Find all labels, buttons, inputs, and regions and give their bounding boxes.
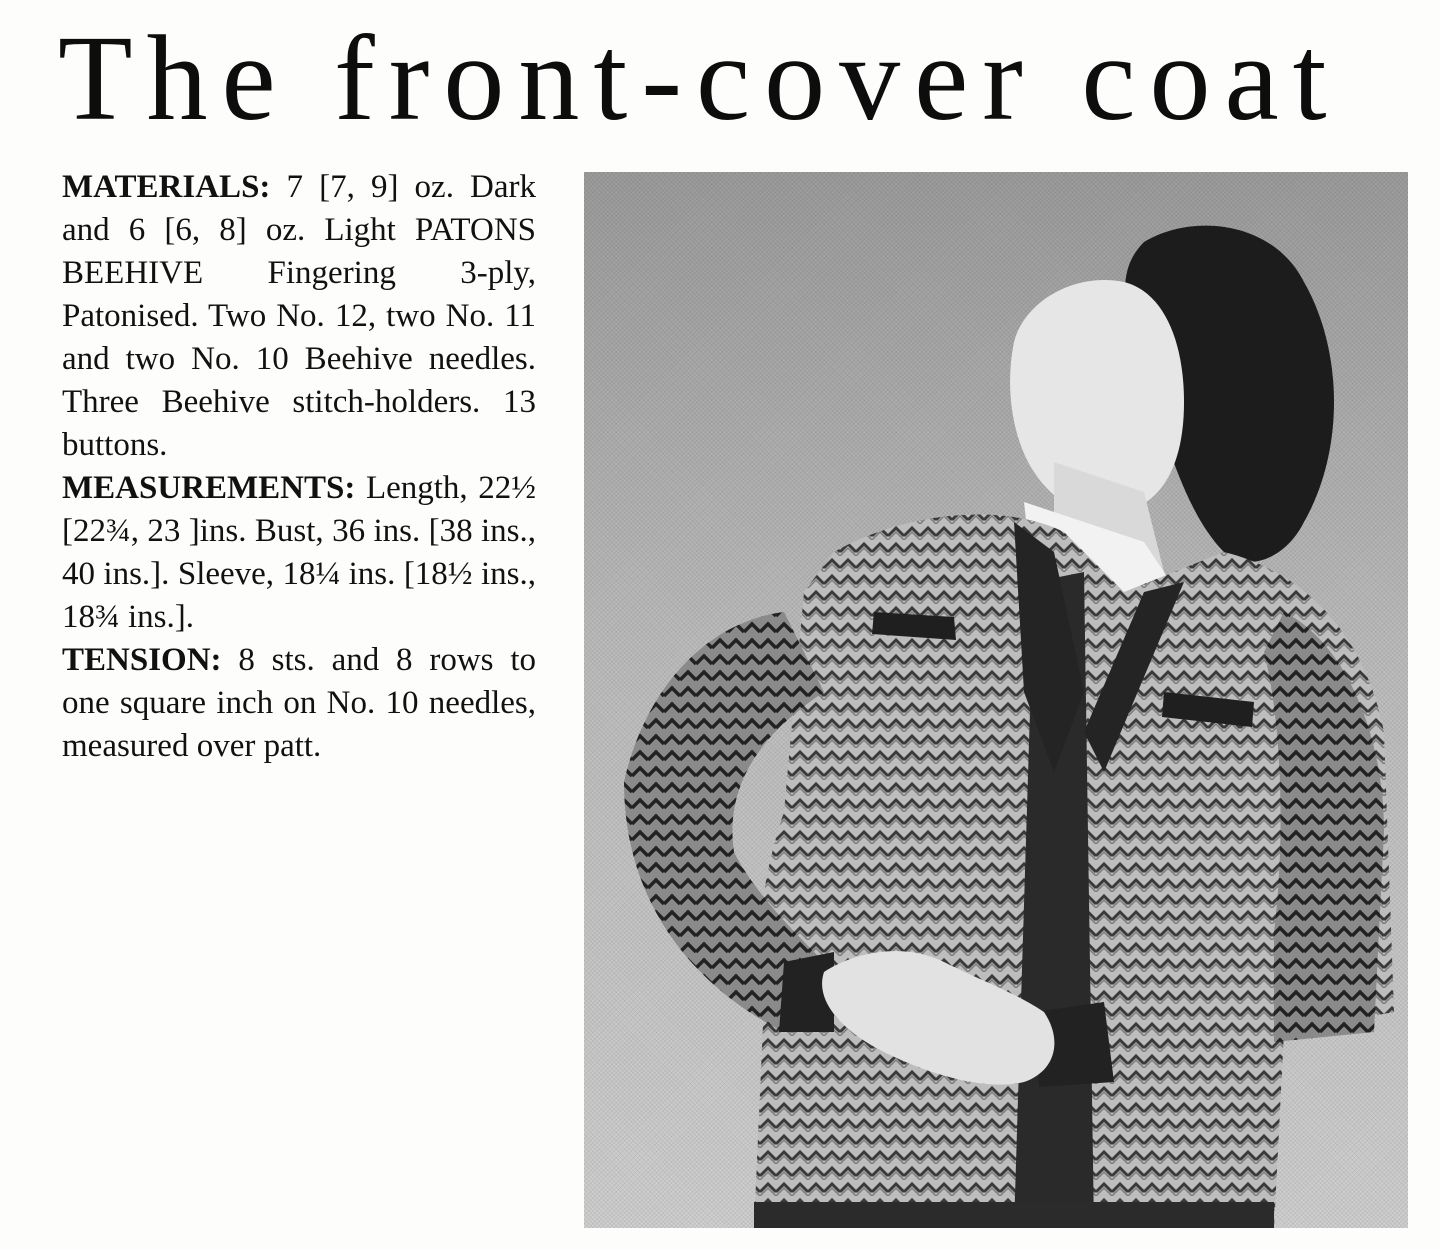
measurements-text: Length, 22½ [22¾, 23 ]ins. Bust, 36 ins. [38 ins., 40 ins.]. Sleeve, 18¼ ins. [18½ ins., 18¾ ins.].	[62, 470, 536, 635]
measurements-section	[62, 467, 536, 639]
materials-label: MATERIALS:	[62, 169, 271, 205]
pattern-specifications	[62, 166, 536, 768]
article-title: The front-cover coat	[58, 11, 1341, 146]
materials-text: 7 [7, 9] oz. Dark and 6 [6, 8] oz. Light PATONS BEEHIVE Fingering 3-ply, Patonised. Two No. 12, two No. 11 and two No. 10 Beehive needles. Three Beehive stitch-holders. 13 buttons.	[62, 169, 537, 463]
coat-hem	[754, 1202, 1274, 1228]
materials-section	[62, 166, 536, 467]
measurements-label: MEASUREMENTS:	[62, 470, 356, 506]
tension-section	[62, 639, 536, 768]
tension-text: 8 sts. and 8 rows to one square inch on No. 10 needles, measured over patt.	[62, 642, 536, 764]
woman-in-knitted-coat-photo	[584, 172, 1408, 1228]
photo-illustration	[584, 172, 1408, 1228]
tension-label: TENSION:	[62, 642, 222, 678]
